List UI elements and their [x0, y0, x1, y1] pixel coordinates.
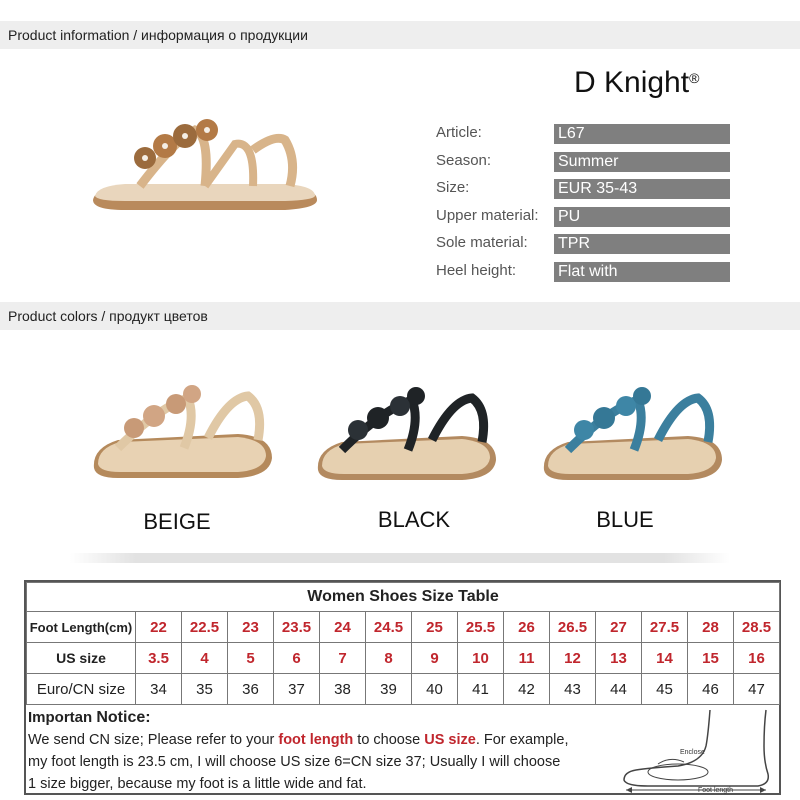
row-header-foot-length: Foot Length(cm): [27, 612, 136, 643]
color-label-blue: BLUE: [596, 507, 654, 532]
spec-label-heel: Heel height:: [436, 262, 517, 279]
size-table-grid: [26, 582, 780, 705]
section-header-product-info: Product information / информация о продукции: [0, 21, 800, 49]
sandal-main-image: [85, 100, 325, 220]
notice-title: Importan Notice:: [28, 709, 151, 726]
spec-label-size: Size:: [436, 179, 470, 196]
sandal-black-image: [312, 380, 502, 490]
diagram-enclose-label: Enclose: [680, 749, 705, 756]
notice-line-1: We send CN size; Please refer to your foot length to choose US size. For example,: [28, 732, 569, 748]
eu-size-cell: 39: [366, 674, 412, 705]
diagram-foot-length-label: Foot length: [698, 787, 734, 794]
notice-line-2: my foot length is 23.5 cm, I will choose US size 6=CN size 37; Usually I will choose: [28, 754, 561, 770]
section-header-product-colors: Product colors / продукт цветов: [0, 302, 800, 330]
eu-size-cell: 36: [228, 674, 274, 705]
us-size-cell: 6: [274, 643, 320, 674]
spec-label-season: Season:: [436, 152, 492, 169]
spec-value-size: EUR 35-43: [554, 179, 730, 199]
foot-length-cell: 24: [320, 612, 366, 643]
us-size-cell: 13: [596, 643, 642, 674]
divider: [70, 553, 730, 563]
us-size-cell: 8: [366, 643, 412, 674]
eu-size-cell: 47: [734, 674, 780, 705]
spec-label-article: Article:: [436, 124, 482, 141]
eu-size-cell: 43: [550, 674, 596, 705]
us-size-cell: 12: [550, 643, 596, 674]
us-size-cell: 3.5: [136, 643, 182, 674]
eu-size-cell: 44: [596, 674, 642, 705]
spec-value-sole: TPR: [554, 234, 730, 254]
foot-length-cell: 23: [228, 612, 274, 643]
foot-length-cell: 26: [504, 612, 550, 643]
us-size-cell: 10: [458, 643, 504, 674]
notice-line-3: 1 size bigger, because my foot is a little wide and fat.: [28, 776, 367, 792]
us-size-cell: 5: [228, 643, 274, 674]
us-size-cell: 4: [182, 643, 228, 674]
foot-length-cell: 28: [688, 612, 734, 643]
row-header-us-size: US size: [27, 643, 136, 674]
eu-size-cell: 40: [412, 674, 458, 705]
foot-length-cell: 24.5: [366, 612, 412, 643]
eu-size-cell: 38: [320, 674, 366, 705]
spec-value-article: L67: [554, 124, 730, 144]
foot-length-cell: 27.5: [642, 612, 688, 643]
foot-length-cell: 28.5: [734, 612, 780, 643]
spec-value-season: Summer: [554, 152, 730, 172]
eu-size-cell: 37: [274, 674, 320, 705]
foot-length-cell: 27: [596, 612, 642, 643]
spec-label-upper: Upper material:: [436, 207, 539, 224]
eu-size-cell: 41: [458, 674, 504, 705]
foot-length-cell: 25.5: [458, 612, 504, 643]
eu-size-cell: 46: [688, 674, 734, 705]
foot-length-cell: 22: [136, 612, 182, 643]
us-size-cell: 7: [320, 643, 366, 674]
eu-size-cell: 35: [182, 674, 228, 705]
spec-value-upper: PU: [554, 207, 730, 227]
foot-length-cell: 26.5: [550, 612, 596, 643]
color-label-beige: BEIGE: [143, 509, 211, 534]
size-notice: [28, 707, 613, 795]
foot-length-cell: 25: [412, 612, 458, 643]
color-label-black: BLACK: [377, 507, 451, 532]
foot-length-cell: 22.5: [182, 612, 228, 643]
row-header-eu-size: Euro/CN size: [27, 674, 136, 705]
spec-value-heel: Flat with: [554, 262, 730, 282]
foot-measure-diagram: [618, 706, 778, 794]
us-size-cell: 15: [688, 643, 734, 674]
size-table: [24, 580, 781, 795]
us-size-cell: 16: [734, 643, 780, 674]
us-size-cell: 14: [642, 643, 688, 674]
spec-label-sole: Sole material:: [436, 234, 528, 251]
eu-size-cell: 45: [642, 674, 688, 705]
us-size-cell: 9: [412, 643, 458, 674]
sandal-blue-image: [538, 380, 728, 490]
brand-logo: D Knight®: [574, 66, 700, 99]
size-table-title: Women Shoes Size Table: [27, 583, 780, 612]
eu-size-cell: 42: [504, 674, 550, 705]
us-size-cell: 11: [504, 643, 550, 674]
foot-length-cell: 23.5: [274, 612, 320, 643]
eu-size-cell: 34: [136, 674, 182, 705]
sandal-beige-image: [88, 378, 278, 488]
